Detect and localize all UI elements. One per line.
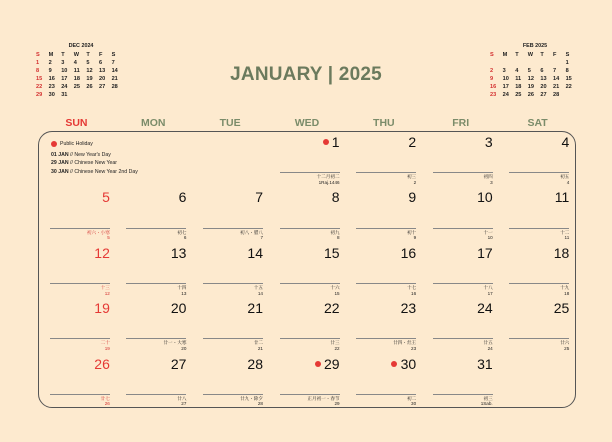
- day-number: 30: [400, 355, 417, 372]
- weekday-label-tue: TUE: [219, 117, 241, 129]
- day-cell-8[interactable]: [269, 187, 346, 242]
- lunar-date: [126, 394, 186, 407]
- mini-weekday: S: [36, 52, 40, 58]
- day-number: 4: [561, 134, 570, 150]
- legend-item: 29 JAN // Chinese New Year: [51, 160, 118, 167]
- lunar-date: [356, 172, 416, 185]
- lunar-day: 初七: [126, 228, 186, 236]
- mini-day: 27: [98, 84, 106, 91]
- mini-day: [74, 92, 87, 98]
- lunar-date: [280, 394, 340, 407]
- lunar-date: [50, 228, 110, 241]
- mini-day: 19: [527, 84, 535, 91]
- red-dot-icon: [51, 141, 57, 147]
- mini-day: 16: [490, 84, 497, 91]
- lunar-day: 十二月初二: [280, 172, 340, 180]
- lunar-day: 廿六: [509, 338, 569, 346]
- day-number: 31: [477, 355, 493, 372]
- holiday-dot-icon: [315, 361, 321, 367]
- day-number: 23: [400, 300, 417, 317]
- lunar-date: [50, 338, 110, 351]
- mini-day: 15: [36, 76, 43, 83]
- lunar-date: [356, 283, 416, 296]
- day-number: 11: [554, 189, 570, 206]
- weekday-label-fri: FRI: [452, 117, 470, 129]
- day-cell-26[interactable]: [39, 354, 116, 409]
- mini-day: 21: [552, 84, 560, 91]
- lunar-day: 十五: [203, 283, 263, 291]
- secondary-date: 20: [181, 345, 187, 351]
- day-cell-14[interactable]: [192, 243, 269, 298]
- mini-day: 5: [86, 60, 90, 67]
- lunar-day: 正月初一・春节: [280, 394, 340, 402]
- lunar-day: 廿四・灶王: [356, 338, 416, 346]
- mini-day: 13: [540, 76, 547, 83]
- day-cell-21[interactable]: [192, 298, 269, 353]
- day-cell-24[interactable]: [422, 298, 499, 353]
- mini-weekday: F: [98, 52, 103, 58]
- lunar-date: [203, 394, 263, 407]
- mini-calendar-title: FEB 2025: [522, 43, 548, 49]
- mini-day: 24: [61, 84, 68, 91]
- lunar-date: [280, 338, 340, 351]
- lunar-date: [280, 283, 340, 296]
- secondary-date: 12: [104, 290, 110, 296]
- day-cell-27[interactable]: [116, 354, 193, 409]
- day-number: 19: [94, 300, 110, 317]
- mini-day: 6: [98, 60, 103, 67]
- mini-day: 14: [552, 76, 560, 83]
- lunar-date: [433, 283, 493, 296]
- day-cell-12[interactable]: [39, 243, 116, 298]
- day-number: 7: [255, 189, 263, 206]
- lunar-day: 十七: [356, 283, 416, 291]
- mini-day: 8: [36, 68, 40, 75]
- lunar-day: 廿一・大寒: [126, 338, 186, 346]
- day-number: 29: [323, 355, 340, 372]
- mini-day: 7: [111, 60, 115, 67]
- day-cell-6[interactable]: [116, 187, 193, 242]
- day-number: 12: [94, 244, 110, 261]
- lunar-date: [433, 172, 493, 185]
- day-number: 21: [247, 300, 263, 317]
- lunar-date: [509, 338, 569, 351]
- secondary-date: 15: [334, 290, 340, 296]
- mini-day: 3: [61, 60, 65, 67]
- mini-day: 18: [515, 84, 522, 91]
- mini-day: 14: [111, 68, 118, 75]
- lunar-date: [356, 338, 416, 351]
- mini-day: [86, 92, 99, 98]
- lunar-date: [50, 283, 110, 296]
- lunar-day: 十一: [433, 228, 493, 236]
- weekday-label-thu: THU: [373, 117, 395, 129]
- day-number: 17: [477, 244, 493, 261]
- secondary-date: 25: [564, 345, 570, 351]
- mini-day: 23: [490, 92, 497, 99]
- secondary-date: 10: [487, 235, 493, 241]
- secondary-date: 28: [257, 401, 263, 407]
- secondary-date: 29: [334, 401, 340, 407]
- day-cell-13[interactable]: [116, 243, 193, 298]
- mini-day: 16: [48, 76, 55, 83]
- mini-day: 3: [502, 68, 506, 75]
- lunar-date: [203, 228, 263, 241]
- day-cell-17[interactable]: [422, 243, 499, 298]
- mini-weekday: M: [502, 52, 508, 58]
- mini-day: 8: [565, 68, 569, 75]
- lunar-day: 初八・腊八: [203, 228, 263, 236]
- mini-day: 19: [86, 76, 93, 83]
- day-cell-9[interactable]: [345, 187, 422, 242]
- day-cell-18[interactable]: [498, 243, 575, 298]
- day-cell-22[interactable]: [269, 298, 346, 353]
- weekday-label-sun: SUN: [65, 117, 88, 129]
- day-cell-31[interactable]: [422, 354, 499, 409]
- lunar-day: 廿三: [280, 338, 340, 346]
- secondary-date: 5: [107, 235, 110, 241]
- secondary-date: 1Raj.1446: [318, 179, 340, 185]
- lunar-day: 十八: [433, 283, 493, 291]
- mini-day: 25: [73, 84, 81, 91]
- lunar-date: [356, 394, 416, 407]
- lunar-day: 廿七: [50, 394, 110, 402]
- mini-weekday: T: [61, 52, 65, 58]
- day-cell-2[interactable]: [345, 132, 422, 187]
- lunar-day: 廿五: [433, 338, 493, 346]
- mini-weekday: M: [48, 52, 54, 58]
- day-number: 16: [400, 244, 417, 261]
- day-cell-19[interactable]: [39, 298, 116, 353]
- mini-day: 26: [527, 92, 535, 99]
- lunar-day: 廿九・除夕: [203, 394, 263, 402]
- lunar-day: 十三: [50, 283, 110, 291]
- day-number: 26: [94, 355, 110, 372]
- mini-day: 21: [111, 76, 118, 83]
- lunar-day: 初五: [509, 172, 569, 180]
- day-cell-16[interactable]: [345, 243, 422, 298]
- secondary-date: 13: [181, 290, 187, 296]
- mini-weekday: W: [527, 52, 534, 58]
- lunar-date: [203, 283, 263, 296]
- mini-weekday: S: [111, 52, 116, 58]
- secondary-date: 16: [411, 290, 417, 296]
- mini-day: 20: [540, 84, 547, 91]
- mini-weekday: S: [490, 52, 494, 58]
- mini-day: 31: [61, 92, 68, 99]
- lunar-date: [356, 228, 416, 241]
- day-number: 1: [331, 134, 340, 150]
- mini-day: 11: [73, 68, 80, 75]
- mini-day: 17: [61, 76, 68, 83]
- month-grid: [38, 131, 576, 408]
- mini-day: 12: [86, 68, 93, 75]
- mini-day: 10: [61, 68, 68, 75]
- day-number: 27: [170, 355, 187, 372]
- secondary-date: 18: [564, 290, 570, 296]
- lunar-day: 二十: [50, 338, 110, 346]
- secondary-date: 24: [487, 345, 493, 351]
- mini-day: [99, 92, 112, 98]
- lunar-day: 初十: [356, 228, 416, 236]
- secondary-date: 23: [411, 345, 417, 351]
- day-number: 8: [331, 189, 340, 206]
- legend-item: 01 JAN // New Year's Day: [51, 151, 111, 158]
- mini-weekday: T: [86, 52, 90, 58]
- day-cell-28[interactable]: [192, 354, 269, 409]
- day-number: 10: [477, 189, 493, 206]
- secondary-date: 22: [334, 345, 340, 351]
- day-number: 5: [102, 189, 110, 206]
- day-cell-29[interactable]: [269, 354, 346, 409]
- lunar-date: [433, 394, 493, 407]
- weekday-label-mon: MON: [141, 117, 166, 129]
- day-number: 28: [247, 355, 263, 372]
- day-cell-25[interactable]: [498, 298, 575, 353]
- day-cell-4[interactable]: [498, 132, 575, 187]
- day-number: 2: [408, 134, 417, 150]
- mini-weekday: F: [552, 52, 557, 58]
- lunar-date: [280, 228, 340, 241]
- day-number: 13: [170, 244, 187, 261]
- mini-day: 27: [540, 92, 547, 99]
- mini-day: 28: [552, 92, 560, 99]
- weekday-header: [38, 117, 576, 129]
- holiday-dot-icon: [323, 139, 329, 145]
- mini-day: 26: [86, 84, 93, 91]
- mini-day: 10: [502, 76, 509, 83]
- holiday-dot-icon: [391, 361, 397, 367]
- lunar-date: [433, 228, 493, 241]
- mini-day: 29: [36, 92, 43, 99]
- day-number: 18: [553, 244, 570, 261]
- mini-day: 15: [565, 76, 572, 83]
- lunar-date: [433, 338, 493, 351]
- lunar-day: 初二: [356, 394, 416, 402]
- lunar-day: 廿二: [203, 338, 263, 346]
- day-cell-30[interactable]: [345, 354, 422, 409]
- day-cell-23[interactable]: [345, 298, 422, 353]
- mini-day: 28: [111, 84, 118, 91]
- day-number: 20: [170, 300, 187, 317]
- mini-day: 22: [565, 84, 572, 91]
- secondary-date: 6: [183, 235, 187, 241]
- mini-day: 17: [502, 84, 509, 91]
- mini-day: 1: [565, 60, 569, 67]
- mini-day: 2: [490, 68, 494, 75]
- mini-day: 9: [48, 68, 52, 75]
- weekday-label-wed: WED: [294, 117, 320, 129]
- day-number: 9: [408, 189, 417, 206]
- mini-day: 20: [98, 76, 106, 83]
- secondary-date: 9: [413, 235, 417, 241]
- month-title: JANUARY | 2025: [230, 64, 382, 85]
- mini-weekday: T: [515, 52, 519, 58]
- secondary-date: 26: [104, 401, 110, 407]
- lunar-date: [280, 172, 340, 185]
- lunar-day: 初四: [433, 172, 493, 180]
- lunar-day: 初六・小寒: [50, 228, 110, 236]
- mini-day: 25: [515, 92, 522, 99]
- mini-day: 6: [540, 68, 544, 75]
- day-cell-3[interactable]: [422, 132, 499, 187]
- secondary-date: 19: [104, 345, 110, 351]
- mini-day: [566, 92, 579, 98]
- legend-label: Public Holiday: [60, 141, 93, 147]
- lunar-day: 初九: [280, 228, 340, 236]
- mini-day: [112, 92, 125, 98]
- mini-weekday: S: [565, 52, 570, 58]
- day-number: 15: [323, 244, 340, 261]
- mini-day: 22: [36, 84, 43, 91]
- day-number: 22: [323, 300, 340, 317]
- day-cell-1[interactable]: [269, 132, 346, 187]
- secondary-date: 27: [181, 401, 187, 407]
- lunar-date: [509, 283, 569, 296]
- mini-calendar-title: DEC 2024: [68, 43, 94, 49]
- mini-day: 18: [73, 76, 81, 83]
- mini-day: 30: [48, 92, 55, 99]
- secondary-date: 11: [564, 235, 570, 241]
- mini-day: 12: [527, 76, 535, 83]
- mini-weekday: T: [540, 52, 544, 58]
- day-cell-11[interactable]: [498, 187, 575, 242]
- lunar-date: [126, 228, 186, 241]
- mini-day: 1: [36, 60, 40, 67]
- secondary-date: 30: [411, 401, 417, 407]
- legend-key: [51, 140, 138, 149]
- lunar-date: [126, 283, 186, 296]
- mini-day: 2: [48, 60, 52, 67]
- secondary-date: 4: [566, 179, 570, 185]
- lunar-day: 十六: [280, 283, 340, 291]
- mini-day: 9: [490, 76, 494, 83]
- lunar-date: [509, 228, 569, 241]
- lunar-date: [203, 338, 263, 351]
- secondary-date: 2: [413, 179, 417, 185]
- mini-day: 4: [73, 60, 77, 67]
- lunar-date: [50, 394, 110, 407]
- lunar-day: 十四: [126, 283, 186, 291]
- day-number: 25: [553, 300, 570, 317]
- lunar-date: [509, 172, 569, 185]
- day-number: 24: [477, 300, 493, 317]
- day-cell-10[interactable]: [422, 187, 499, 242]
- lunar-date: [126, 338, 186, 351]
- secondary-date: 1Sab.: [480, 401, 493, 407]
- mini-weekday: W: [73, 52, 80, 58]
- mini-day: 5: [527, 68, 531, 75]
- day-number: 14: [247, 244, 263, 261]
- day-cell-20[interactable]: [116, 298, 193, 353]
- secondary-date: 14: [257, 290, 263, 296]
- lunar-day: 廿八: [126, 394, 186, 402]
- mini-day: 24: [502, 92, 509, 99]
- lunar-day: 初三: [433, 394, 493, 402]
- mini-day: 4: [515, 68, 519, 75]
- day-number: 3: [484, 134, 493, 150]
- day-cell-5[interactable]: [39, 187, 116, 242]
- secondary-date: 21: [257, 345, 263, 351]
- mini-day: 13: [98, 68, 106, 75]
- mini-day: 7: [552, 68, 557, 75]
- legend-item: 30 JAN // Chinese New Year 2nd Day: [51, 168, 138, 175]
- day-cell-15[interactable]: [269, 243, 346, 298]
- secondary-date: 8: [337, 235, 340, 241]
- day-cell-7[interactable]: [192, 187, 269, 242]
- holiday-legend: [51, 140, 138, 176]
- lunar-day: 初三: [356, 172, 416, 180]
- weekday-label-sat: SAT: [527, 117, 548, 129]
- lunar-day: 十二: [509, 228, 569, 236]
- mini-day: 11: [515, 76, 522, 83]
- lunar-day: 十九: [509, 283, 569, 291]
- day-number: 6: [178, 189, 187, 206]
- secondary-date: 3: [490, 179, 493, 185]
- mini-day: 23: [48, 84, 55, 91]
- secondary-date: 7: [260, 235, 263, 241]
- secondary-date: 17: [487, 290, 493, 296]
